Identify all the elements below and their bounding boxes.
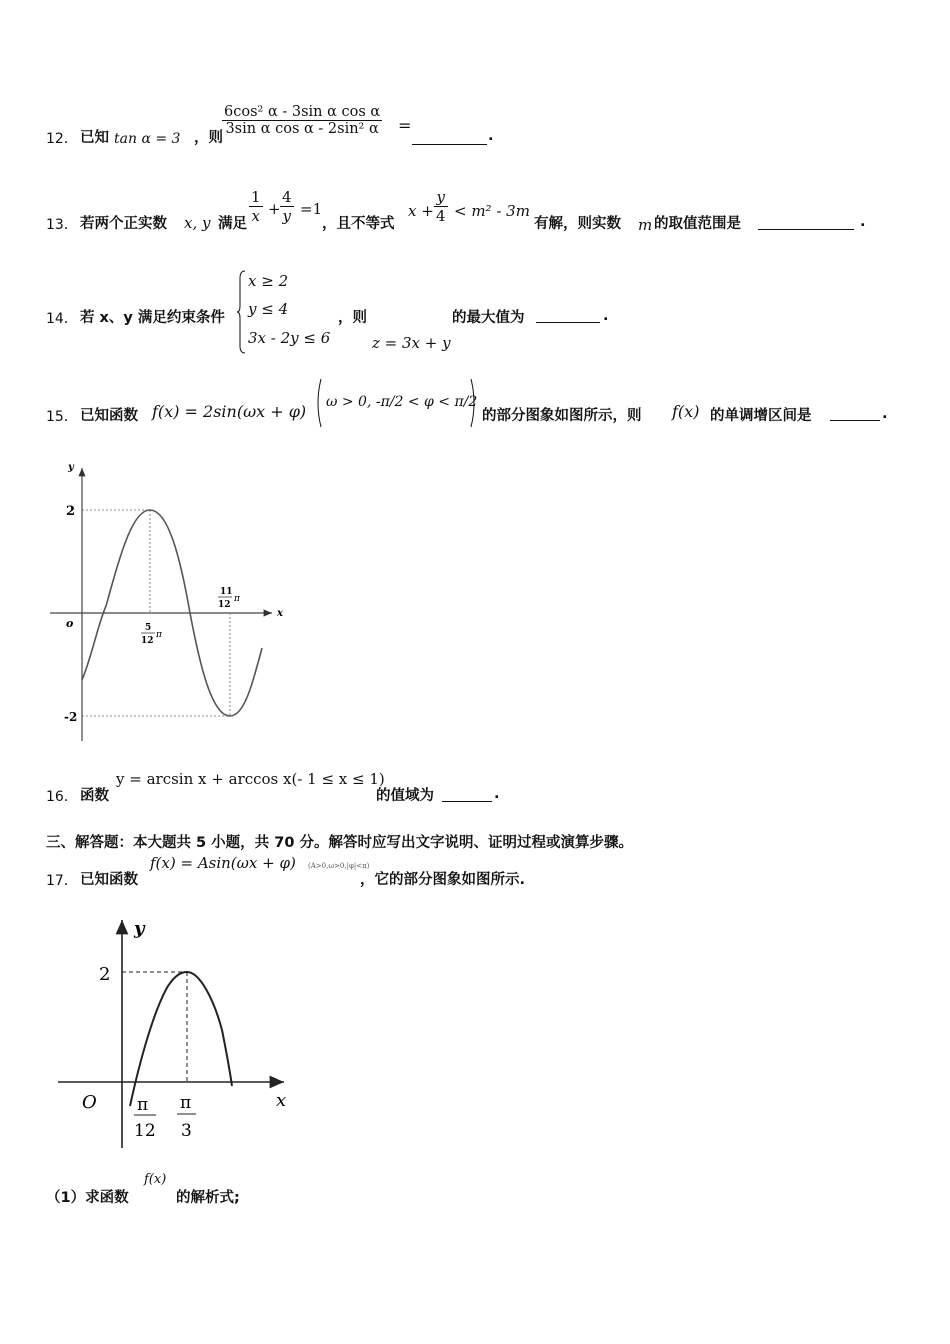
origin-label: o — [66, 617, 74, 630]
graph-q15 — [40, 456, 300, 746]
question-number: 13． — [46, 217, 78, 233]
question-text: ，且不等式 — [322, 216, 395, 232]
x-tick-2-den: 3 — [181, 1121, 192, 1141]
x-tick-1-pi: π — [156, 630, 162, 640]
question-text: 的最大值为 — [452, 310, 525, 326]
question-text: 已知函数 — [80, 872, 138, 888]
fraction-denominator: 3sin α cos α - 2sin² α — [222, 120, 382, 137]
question-number: 15． — [46, 409, 78, 425]
x-tick-2-pi: π — [234, 594, 240, 604]
question-text: 的解析式; — [176, 1190, 240, 1206]
question-text: （1）求函数 — [46, 1190, 129, 1206]
x-tick-2-den: 12 — [218, 600, 231, 610]
fraction-numerator: 1 — [251, 188, 261, 206]
constraint-1: x ≥ 2 — [248, 272, 289, 290]
question-text: 已知函数 — [80, 408, 138, 424]
answer-blank — [412, 130, 487, 145]
period: . — [860, 214, 866, 230]
equals-one: =1 — [300, 200, 323, 218]
question-text: 函数 — [80, 788, 109, 804]
question-number: 16． — [46, 789, 78, 805]
origin-label: O — [82, 1092, 97, 1113]
x-tick-1-num: 5 — [145, 623, 152, 633]
plus-sign: + — [268, 200, 281, 218]
question-text: ，则 — [338, 310, 367, 326]
fraction-4-over-y — [280, 188, 294, 225]
x-tick-1-num: π — [137, 1095, 149, 1115]
fraction-denominator: y — [280, 206, 294, 225]
math-function: y = arcsin x + arccos x(- 1 ≤ x ≤ 1) — [116, 770, 385, 788]
answer-blank — [442, 787, 492, 802]
constraint-3: 3x - 2y ≤ 6 — [248, 329, 331, 347]
fraction-numerator: 4 — [282, 188, 292, 206]
question-text: ，则 — [194, 130, 223, 146]
question-text: 满足 — [218, 216, 247, 232]
y-axis-label: y — [68, 462, 74, 473]
fraction-1-over-x — [249, 188, 263, 225]
y-axis-label: y — [134, 918, 145, 939]
math-ineq-a: x + — [408, 202, 434, 220]
answer-blank — [536, 308, 600, 323]
question-text: 若 x、y 满足约束条件 — [80, 310, 225, 326]
bracket-icon — [470, 378, 478, 428]
period: . — [494, 786, 500, 802]
fraction-expression — [222, 104, 382, 137]
question-number: 17． — [46, 873, 78, 889]
graph-q17 — [50, 910, 310, 1150]
section-heading: 三、解答题：本大题共 5 小题，共 70 分。解答时应写出文字说明、证明过程或演算步骤。 — [46, 835, 633, 851]
question-text: 的取值范围是 — [654, 216, 741, 232]
math-condition: ω > 0, -π/2 < φ < π/2 — [326, 394, 478, 410]
question-text: 有解，则实数 — [534, 216, 621, 232]
fraction-denominator: 4 — [436, 207, 446, 225]
math-condition: (A>0,ω>0,|φ|<π) — [308, 862, 370, 870]
question-text: ，它的部分图象如图所示. — [360, 872, 526, 888]
math-var-m: m — [638, 216, 653, 234]
fraction-denominator: x — [249, 206, 263, 225]
x-tick-2-num: π — [180, 1093, 192, 1113]
fraction-y-over-4 — [434, 188, 448, 225]
question-text: 的部分图象如图所示，则 — [482, 408, 642, 424]
x-tick-1-den: 12 — [134, 1121, 156, 1141]
question-number: 12． — [46, 131, 78, 147]
math-vars: x, y — [184, 214, 211, 232]
question-text: 若两个正实数 — [80, 216, 167, 232]
period: . — [488, 128, 494, 144]
period: . — [882, 406, 888, 422]
fraction-numerator: y — [436, 188, 446, 206]
math-fx: f(x) — [672, 402, 700, 421]
math-function: f(x) = 2sin(ωx + φ) — [152, 402, 307, 421]
period: . — [603, 308, 609, 324]
x-tick-2-num: 11 — [220, 587, 233, 597]
constraint-2: y ≤ 4 — [248, 300, 289, 318]
question-number: 14． — [46, 311, 78, 327]
bracket-icon — [314, 378, 322, 428]
answer-blank — [830, 406, 880, 421]
equals-sign: = — [398, 116, 412, 135]
x-tick-1-den: 12 — [141, 636, 154, 646]
answer-blank — [758, 215, 854, 230]
brace-icon — [236, 270, 246, 354]
sine-curve — [130, 972, 232, 1106]
fraction-numerator: 6cos² α - 3sin α cos α — [224, 104, 381, 120]
question-text: 已知 — [80, 130, 109, 146]
x-axis-label: x — [276, 1090, 287, 1111]
question-text: 的值域为 — [376, 788, 434, 804]
x-axis-label: x — [277, 608, 283, 619]
y-min-label: -2 — [64, 710, 78, 724]
math-fx: f(x) — [144, 1172, 167, 1187]
objective-function: z = 3x + y — [372, 334, 451, 352]
math-ineq-b: < m² - 3m — [454, 202, 530, 220]
y-max-label: 2 — [99, 964, 111, 985]
math-function: f(x) = Asin(ωx + φ) — [150, 854, 296, 872]
math-given: tan α = 3 — [114, 131, 181, 147]
question-text: 的单调增区间是 — [710, 408, 812, 424]
y-max-label: 2 — [66, 504, 76, 519]
